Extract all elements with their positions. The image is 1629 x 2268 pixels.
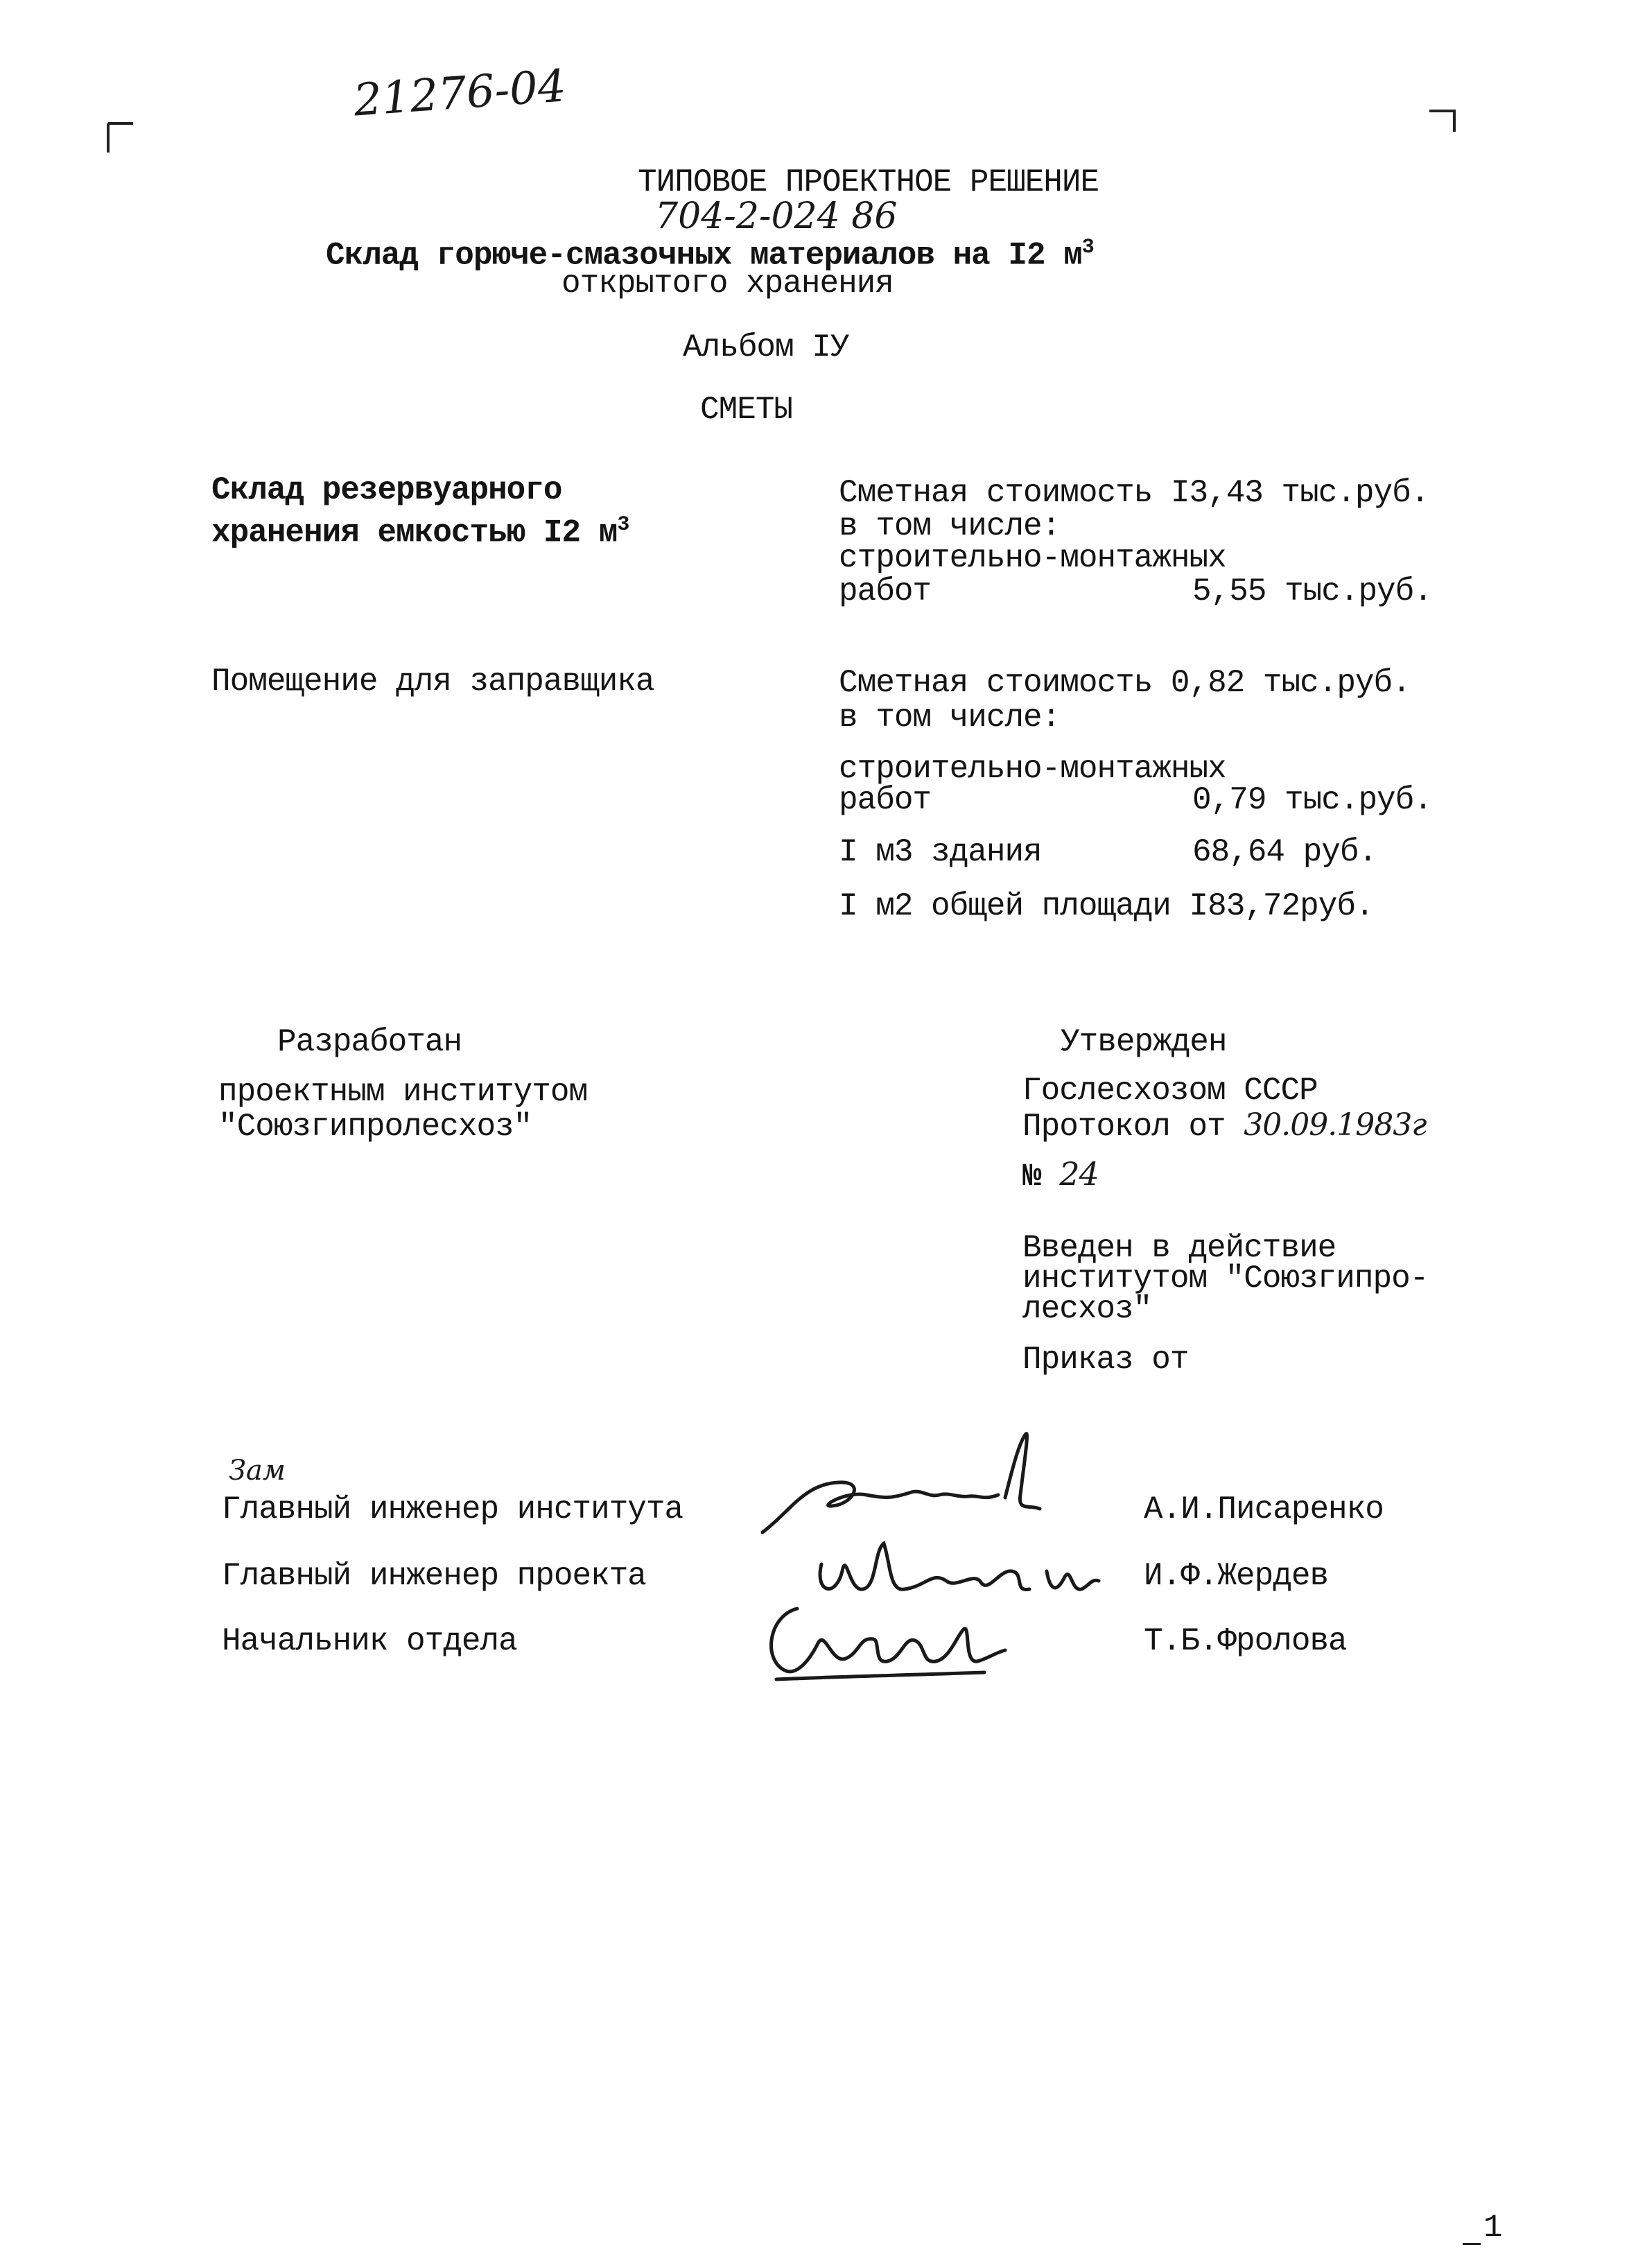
item-2-smr-value: 0,79 тыс.руб. xyxy=(1192,782,1432,818)
album-label: Альбом IУ xyxy=(683,329,849,365)
deputy-note: Зам xyxy=(229,1455,286,1487)
item-2-costs: Сметная стоимость 0,82 тыс.руб. в том числе: строительно-монтажных работ 0,79 тыс.руб. I м3 здания 68,64 руб. I м2 общей площади I83,72руб. xyxy=(839,665,1432,924)
doc-title: ТИПОВОЕ ПРОЕКТНОЕ РЕШЕНИЕ xyxy=(638,164,1099,200)
developed-heading: Разработан xyxy=(277,1024,462,1060)
signature-name-1: А.И.Писаренко xyxy=(1144,1491,1384,1527)
protocol-number: 24 xyxy=(1059,1155,1099,1193)
item-2-cost-value: 0,82 тыс.руб. xyxy=(1170,665,1411,701)
page-number: 1 xyxy=(1463,2210,1502,2245)
per-m2-value: I83,72руб. xyxy=(1189,888,1374,924)
section-label: СМЕТЫ xyxy=(700,392,793,428)
developed-by: проектным институтом "Союзгипролесхоз" xyxy=(218,1074,588,1145)
item-1-smr-value: 5,55 тыс.руб. xyxy=(1192,573,1432,609)
corner-mark-top-left xyxy=(104,116,146,158)
approved-by: Гослесхозом СССР Протокол от 30.09.1983г № 24 xyxy=(1022,1073,1427,1195)
project-code: 704-2-024 86 xyxy=(655,196,898,237)
signature-graphic-3 xyxy=(756,1595,1005,1692)
doc-subtitle-line2: открытого хранения xyxy=(561,266,894,302)
enacted-by: Введен в действие институтом "Союзгипро- лесхоз" Приказ от xyxy=(1022,1230,1429,1378)
signature-position-1: Главный инженер института xyxy=(222,1491,683,1527)
item-2-name: Помещение для заправщика xyxy=(211,664,654,700)
corner-mark-top-right xyxy=(1427,104,1468,146)
doc-number: 21276-04 xyxy=(351,60,568,127)
signature-name-3: Т.Б.Фролова xyxy=(1144,1623,1347,1659)
item-1-cost-value: I3,43 тыс.руб. xyxy=(1170,475,1429,511)
item-1-name: Склад резервуарного хранения емкостью I2 $м^3$ xyxy=(211,472,629,551)
signature-name-2: И.Ф.Жердев xyxy=(1144,1558,1329,1594)
signature-position-3: Начальник отдела xyxy=(222,1623,517,1659)
doc-subtitle: Склад горюче-смазочных материалов на I2 $м^3$ xyxy=(326,236,1094,274)
per-m3-value: 68,64 руб. xyxy=(1192,834,1377,870)
signature-position-2: Главный инженер проекта xyxy=(222,1558,646,1594)
approved-heading: Утвержден xyxy=(1061,1024,1227,1060)
protocol-date: 30.09.1983г xyxy=(1244,1107,1427,1143)
item-1-costs: Сметная стоимость I3,43 тыс.руб. в том числе: строительно-монтажных работ 5,55 тыс.руб. xyxy=(839,475,1432,609)
